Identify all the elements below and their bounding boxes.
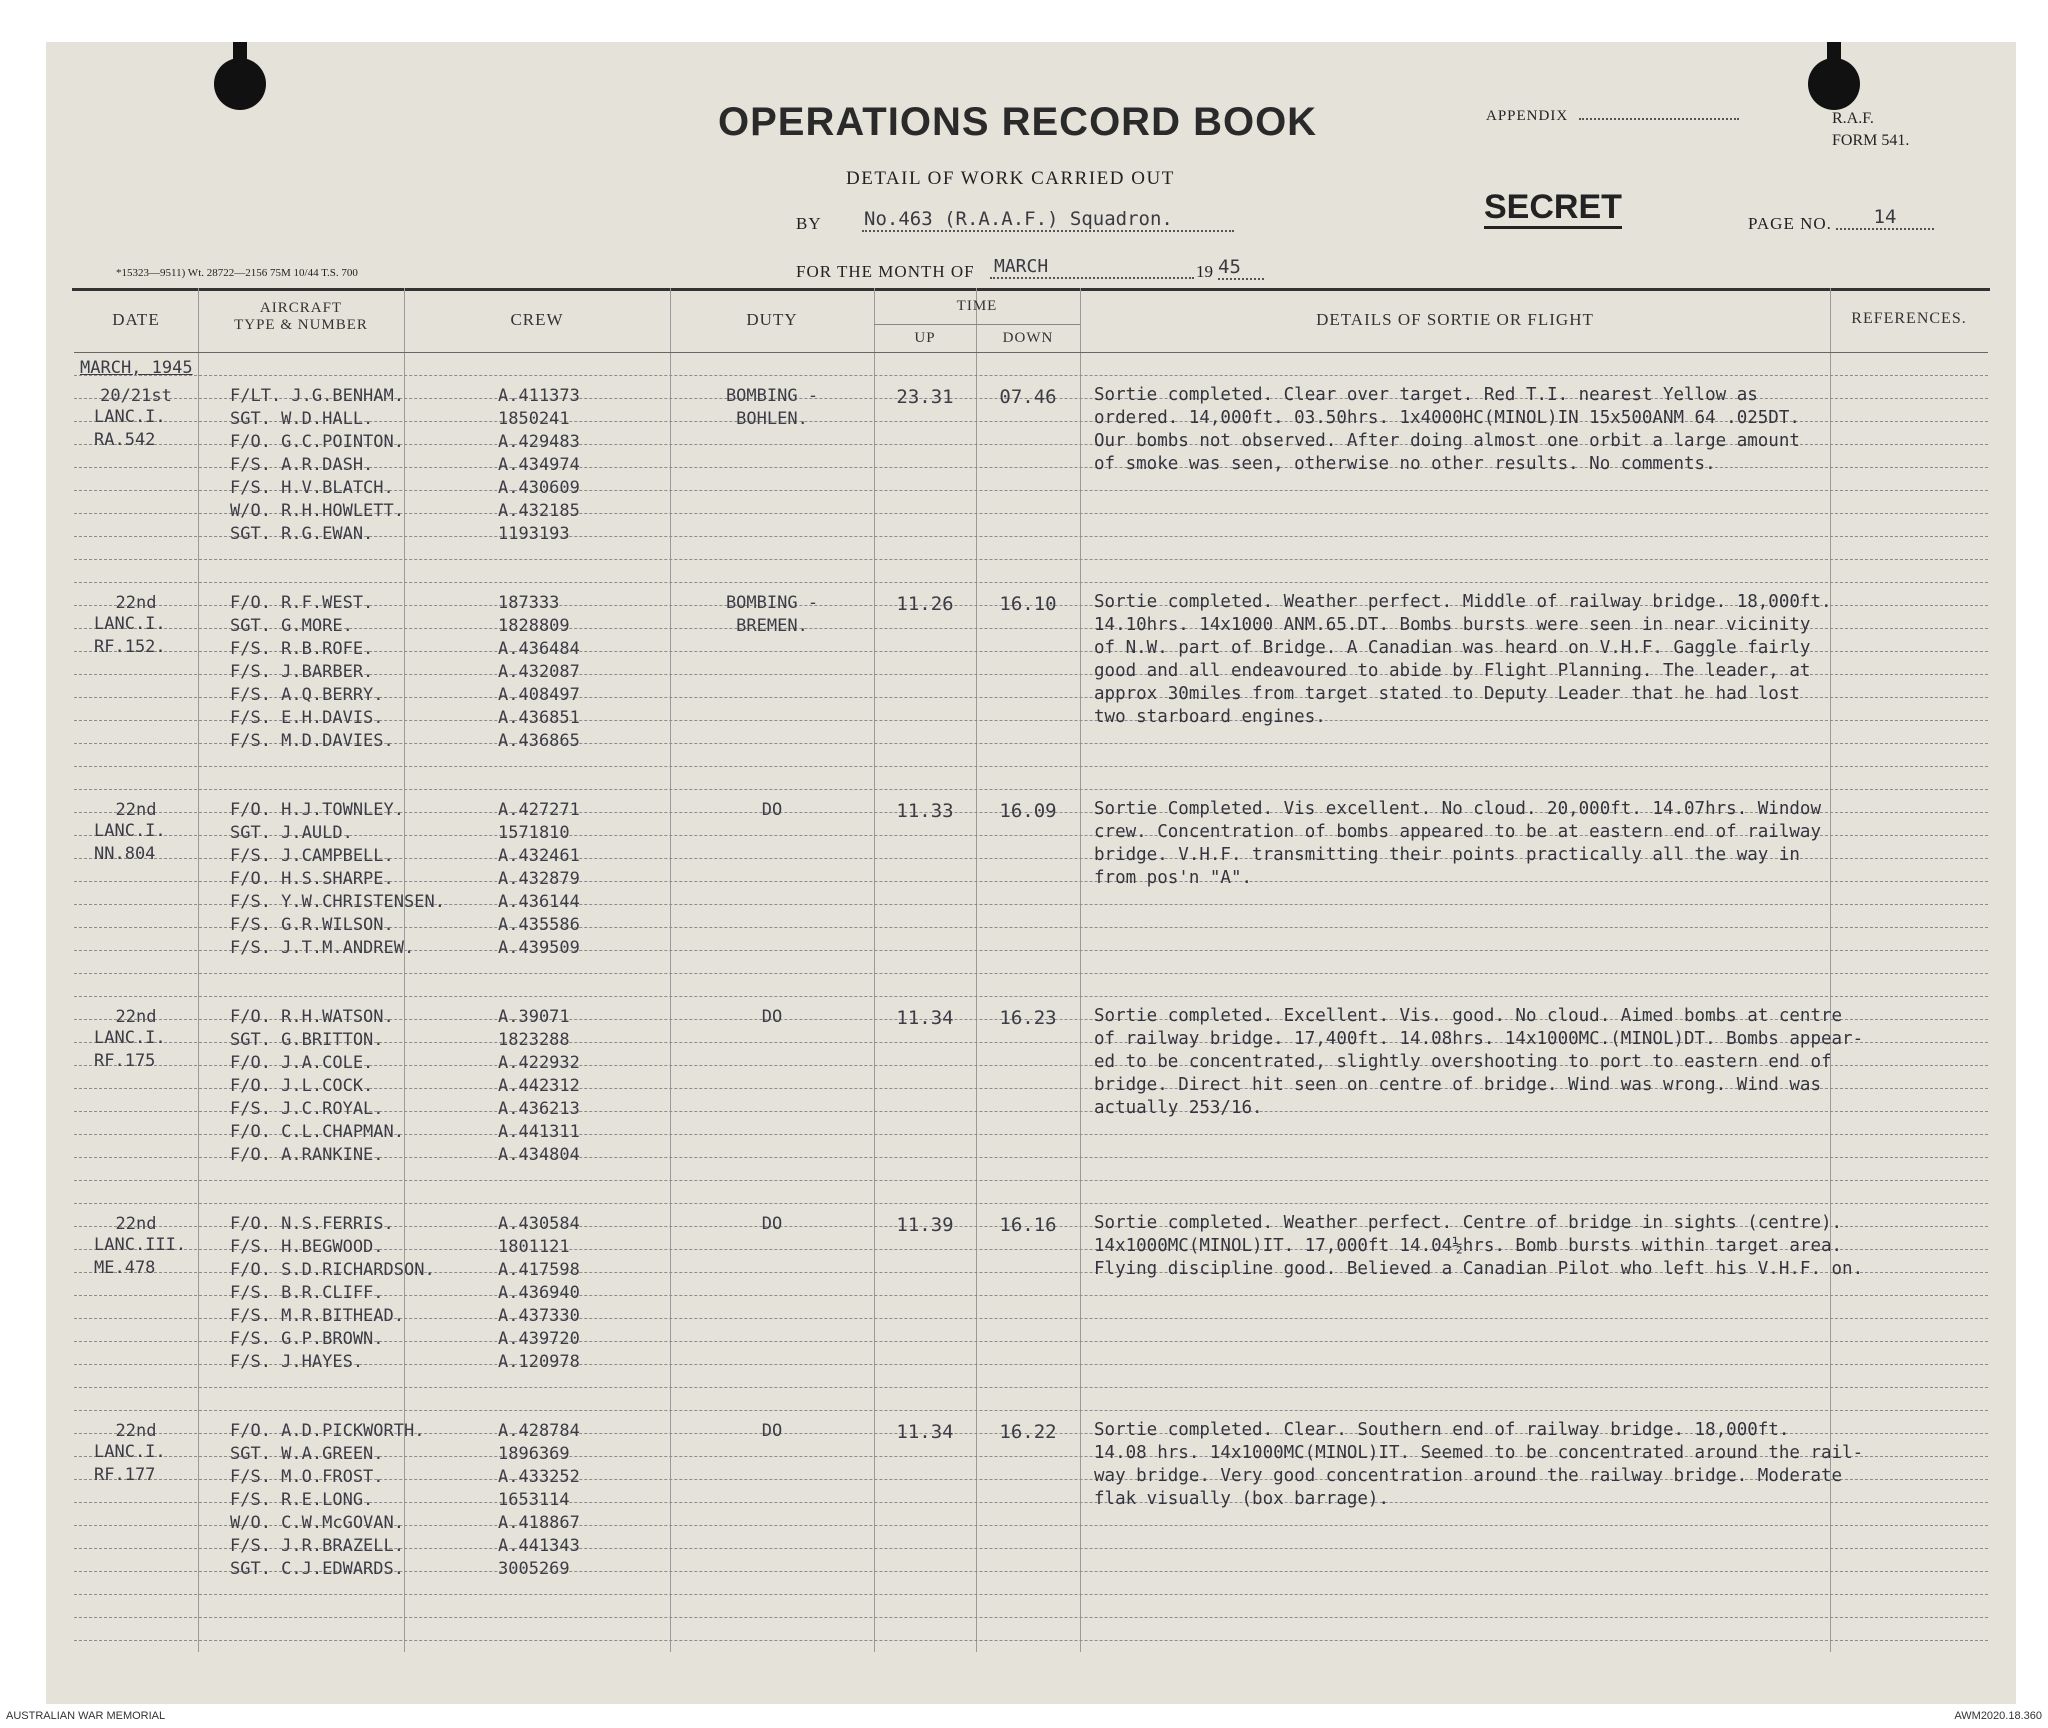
time-up: 11.34	[896, 1421, 954, 1443]
section-date: MARCH, 1945	[80, 358, 193, 378]
crew-name: F/O. S.D.RICHARDSON.	[230, 1260, 435, 1280]
crew-name: SGT. R.G.EWAN.	[230, 524, 374, 544]
sortie-detail-line: Sortie completed. Clear over target. Red T.I. nearest Yellow as	[1094, 385, 1758, 405]
time-up: 11.34	[896, 1007, 954, 1029]
sortie-detail-line: of smoke was seen, otherwise no other results. No comments.	[1094, 454, 1716, 474]
crew-name: F/S. J.HAYES.	[230, 1352, 364, 1372]
duty-text: DO	[761, 1007, 783, 1027]
crew-service-number: A.436213	[498, 1099, 580, 1119]
sortie-detail-line: good and all endeavoured to abide by Flight Planning. The leader, at	[1094, 661, 1811, 681]
crew-name: F/S. H.V.BLATCH.	[230, 478, 394, 498]
crew-service-number: A.433252	[498, 1467, 580, 1487]
sortie-detail-line: bridge. Direct hit seen on centre of bridge. Wind was wrong. Wind was	[1094, 1075, 1821, 1095]
crew-service-number: A.430584	[498, 1214, 580, 1234]
crew-service-number: A.417598	[498, 1260, 580, 1280]
crew-name: F/LT. J.G.BENHAM.	[230, 386, 404, 406]
crew-name: SGT. W.A.GREEN.	[230, 1444, 384, 1464]
crew-service-number: A.432185	[498, 501, 580, 521]
time-up: 23.31	[896, 386, 954, 408]
header-crew: CREW	[510, 310, 564, 329]
crew-service-number: A.436851	[498, 708, 580, 728]
footer-accession-number: AWM2020.18.360	[1954, 1710, 2042, 1722]
header-up: UP	[914, 330, 936, 346]
time-up: 11.33	[896, 800, 954, 822]
crew-name: F/S. A.Q.BERRY.	[230, 685, 384, 705]
squadron-value: No.463 (R.A.A.F.) Squadron.	[862, 208, 1234, 232]
duty-text: BOMBING -	[725, 386, 819, 406]
print-code: *15323—9511) Wt. 28722—2156 75M 10/44 T.S. 700	[116, 267, 358, 279]
crew-service-number: 1896369	[498, 1444, 570, 1464]
crew-name: F/O. N.S.FERRIS.	[230, 1214, 394, 1234]
crew-service-number: A.39071	[498, 1007, 570, 1027]
time-down: 16.09	[999, 800, 1057, 822]
sortie-detail-line: Sortie completed. Clear. Southern end of railway bridge. 18,000ft.	[1094, 1420, 1790, 1440]
crew-name: F/S. J.R.BRAZELL.	[230, 1536, 404, 1556]
crew-name: F/S. R.B.ROFE.	[230, 639, 374, 659]
sortie-detail-line: flak visually (box barrage).	[1094, 1489, 1390, 1509]
duty-text: BREMEN.	[736, 616, 808, 636]
duty-text: DO	[761, 1421, 783, 1441]
header-time: TIME	[956, 298, 998, 314]
crew-name: F/O. R.F.WEST.	[230, 593, 374, 613]
form-line-1: R.A.F.	[1832, 110, 1874, 127]
aircraft-type-number: RF.175	[94, 1051, 156, 1071]
crew-name: W/O. R.H.HOWLETT.	[230, 501, 404, 521]
header-references: REFERENCES.	[1851, 310, 1967, 327]
sortie-detail-line: crew. Concentration of bombs appeared to be at eastern end of railway	[1094, 822, 1821, 842]
entry-date: 22nd	[115, 1007, 157, 1027]
crew-name: F/O. A.D.PICKWORTH.	[230, 1421, 425, 1441]
crew-service-number: A.422932	[498, 1053, 580, 1073]
crew-name: F/S. R.E.LONG.	[230, 1490, 374, 1510]
aircraft-type-number: LANC.I.	[94, 1028, 166, 1048]
crew-name: F/S. J.T.M.ANDREW.	[230, 938, 415, 958]
crew-service-number: A.441343	[498, 1536, 580, 1556]
entry-date: 22nd	[115, 1214, 157, 1234]
aircraft-type-number: RF.152.	[94, 637, 166, 657]
page-title: OPERATIONS RECORD BOOK	[718, 100, 1318, 144]
crew-service-number: 1653114	[498, 1490, 570, 1510]
crew-name: F/O. C.L.CHAPMAN.	[230, 1122, 404, 1142]
sortie-detail-line: actually 253/16.	[1094, 1098, 1263, 1118]
crew-service-number: A.429483	[498, 432, 580, 452]
crew-service-number: 1823288	[498, 1030, 570, 1050]
time-down: 07.46	[999, 386, 1057, 408]
crew-name: F/S. J.CAMPBELL.	[230, 846, 394, 866]
duty-text: DO	[761, 800, 783, 820]
crew-service-number: A.436144	[498, 892, 580, 912]
crew-name: F/O. J.A.COLE.	[230, 1053, 374, 1073]
crew-service-number: 1571810	[498, 823, 570, 843]
sortie-table	[74, 288, 1988, 1652]
time-down: 16.23	[999, 1007, 1057, 1029]
header-duty: DUTY	[746, 310, 798, 329]
sortie-detail-line: approx 30miles from target stated to Deputy Leader that he had lost	[1094, 684, 1800, 704]
header-aircraft: AIRCRAFT TYPE & NUMBER	[234, 300, 368, 333]
crew-service-number: A.428784	[498, 1421, 580, 1441]
aircraft-type-number: LANC.I.	[94, 1442, 166, 1462]
aircraft-type-number: LANC.III.	[94, 1235, 187, 1255]
time-down: 16.16	[999, 1214, 1057, 1236]
crew-service-number: A.436484	[498, 639, 580, 659]
crew-name: F/S. J.C.ROYAL.	[230, 1099, 384, 1119]
crew-service-number: 3005269	[498, 1559, 570, 1579]
crew-name: F/S. Y.W.CHRISTENSEN.	[230, 892, 445, 912]
crew-service-number: A.432461	[498, 846, 580, 866]
crew-service-number: A.432087	[498, 662, 580, 682]
entry-date: 22nd	[115, 593, 157, 613]
crew-name: F/S. M.R.BITHEAD.	[230, 1306, 404, 1326]
sortie-detail-line: Flying discipline good. Believed a Canadian Pilot who left his V.H.F. on.	[1094, 1259, 1864, 1279]
sortie-detail-line: way bridge. Very good concentration around the railway bridge. Moderate	[1094, 1466, 1843, 1486]
crew-service-number: 1193193	[498, 524, 570, 544]
sortie-detail-line: bridge. V.H.F. transmitting their points practically all the way in	[1094, 845, 1800, 865]
crew-service-number: A.427271	[498, 800, 580, 820]
crew-name: SGT. J.AULD.	[230, 823, 353, 843]
crew-service-number: A.120978	[498, 1352, 580, 1372]
appendix-label: APPENDIX	[1486, 108, 1569, 124]
crew-name: F/S. M.D.DAVIES.	[230, 731, 394, 751]
crew-service-number: A.436865	[498, 731, 580, 751]
sortie-detail-line: 14.10hrs. 14x1000 ANM.65.DT. Bombs bursts were seen in near vicinity	[1094, 615, 1811, 635]
crew-name: SGT. W.D.HALL.	[230, 409, 374, 429]
crew-service-number: A.418867	[498, 1513, 580, 1533]
sortie-detail-line: Sortie completed. Weather perfect. Middle of railway bridge. 18,000ft.	[1094, 592, 1832, 612]
crew-service-number: A.441311	[498, 1122, 580, 1142]
sortie-detail-line: 14x1000MC(MINOL)IT. 17,000ft 14.04½hrs. Bomb bursts within target area.	[1094, 1236, 1843, 1256]
entry-date: 20/21st	[100, 386, 172, 406]
time-up: 11.39	[896, 1214, 954, 1236]
page-no-value: 14	[1836, 206, 1934, 230]
crew-service-number: A.411373	[498, 386, 580, 406]
sortie-detail-line: of railway bridge. 17,400ft. 14.08hrs. 14x1000MC.(MINOL)DT. Bombs appear-	[1094, 1029, 1864, 1049]
crew-service-number: A.439509	[498, 938, 580, 958]
sortie-detail-line: ordered. 14,000ft. 03.50hrs. 1x4000HC(MINOL)IN 15x500ANM 64 .025DT.	[1094, 408, 1800, 428]
time-down: 16.10	[999, 593, 1057, 615]
sortie-detail-line: of N.W. part of Bridge. A Canadian was heard on V.H.F. Gaggle fairly	[1094, 638, 1811, 658]
sortie-detail-line: from pos'n "A".	[1094, 868, 1253, 888]
crew-service-number: A.408497	[498, 685, 580, 705]
crew-service-number: A.437330	[498, 1306, 580, 1326]
sortie-detail-line: 14.08 hrs. 14x1000MC(MINOL)IT. Seemed to be concentrated around the rail-	[1094, 1443, 1864, 1463]
crew-name: F/S. J.BARBER.	[230, 662, 374, 682]
aircraft-type-number: LANC.I.	[94, 614, 166, 634]
crew-name: F/O. G.C.POINTON.	[230, 432, 404, 452]
sortie-detail-line: two starboard engines.	[1094, 707, 1326, 727]
year-prefix: 19	[1196, 262, 1213, 281]
header-down: DOWN	[1002, 330, 1054, 346]
crew-service-number: A.439720	[498, 1329, 580, 1349]
sortie-detail-line: ed to be concentrated, slightly overshooting to port to eastern end of	[1094, 1052, 1832, 1072]
duty-text: BOHLEN.	[736, 409, 808, 429]
entry-date: 22nd	[115, 800, 157, 820]
crew-name: F/O. H.J.TOWNLEY.	[230, 800, 404, 820]
crew-service-number: A.436940	[498, 1283, 580, 1303]
crew-name: F/O. J.L.COCK.	[230, 1076, 374, 1096]
crew-service-number: A.432879	[498, 869, 580, 889]
crew-service-number: A.434974	[498, 455, 580, 475]
crew-name: F/S. M.O.FROST.	[230, 1467, 384, 1487]
secret-stamp: SECRET	[1484, 190, 1622, 229]
crew-service-number: 1801121	[498, 1237, 570, 1257]
aircraft-type-number: LANC.I.	[94, 407, 166, 427]
form-line-2: FORM 541.	[1832, 132, 1910, 149]
sortie-detail-line: Sortie completed. Excellent. Vis. good. No cloud. Aimed bombs at centre	[1094, 1006, 1843, 1026]
crew-name: F/O. A.RANKINE.	[230, 1145, 384, 1165]
time-up: 11.26	[896, 593, 954, 615]
header-date: DATE	[112, 310, 160, 329]
crew-service-number: A.430609	[498, 478, 580, 498]
sortie-detail-line: Our bombs not observed. After doing almost one orbit a large amount	[1094, 431, 1800, 451]
crew-name: SGT. C.J.EDWARDS.	[230, 1559, 404, 1579]
duty-text: BOMBING -	[725, 593, 819, 613]
crew-name: W/O. C.W.McGOVAN.	[230, 1513, 404, 1533]
crew-name: F/S. H.BEGWOOD.	[230, 1237, 384, 1257]
crew-name: F/S. E.H.DAVIS.	[230, 708, 384, 728]
page-subtitle: DETAIL OF WORK CARRIED OUT	[846, 168, 1175, 189]
duty-text: DO	[761, 1214, 783, 1234]
month-label: FOR THE MONTH OF	[796, 262, 975, 281]
crew-service-number: A.434804	[498, 1145, 580, 1165]
aircraft-type-number: ME.478	[94, 1258, 156, 1278]
crew-name: F/S. G.P.BROWN.	[230, 1329, 384, 1349]
crew-name: F/O. R.H.WATSON.	[230, 1007, 394, 1027]
time-down: 16.22	[999, 1421, 1057, 1443]
by-label: BY	[796, 214, 822, 233]
aircraft-type-number: NN.804	[94, 844, 156, 864]
crew-name: F/S. A.R.DASH.	[230, 455, 374, 475]
crew-name: SGT. G.MORE.	[230, 616, 353, 636]
aircraft-type-number: LANC.I.	[94, 821, 166, 841]
crew-service-number: 1850241	[498, 409, 570, 429]
crew-service-number: A.435586	[498, 915, 580, 935]
sortie-detail-line: Sortie completed. Weather perfect. Centre of bridge in sights (centre).	[1094, 1213, 1843, 1233]
aircraft-type-number: RF.177	[94, 1465, 156, 1485]
binder-slot-right	[1827, 42, 1841, 86]
crew-service-number: 187333	[498, 593, 560, 613]
crew-name: F/S. G.R.WILSON.	[230, 915, 394, 935]
binder-slot-left	[233, 42, 247, 86]
entry-date: 22nd	[115, 1421, 157, 1441]
footer-archive-label: AUSTRALIAN WAR MEMORIAL	[6, 1710, 166, 1722]
month-value: MARCH	[990, 256, 1194, 279]
crew-name: F/O. H.S.SHARPE.	[230, 869, 394, 889]
aircraft-type-number: RA.542	[94, 430, 156, 450]
crew-service-number: 1828809	[498, 616, 570, 636]
page-no-label: PAGE NO.	[1748, 214, 1832, 233]
crew-name: F/S. B.R.CLIFF.	[230, 1283, 384, 1303]
year-value: 45	[1218, 256, 1264, 280]
header-details: DETAILS OF SORTIE OR FLIGHT	[1316, 310, 1594, 329]
crew-name: SGT. G.BRITTON.	[230, 1030, 384, 1050]
sortie-detail-line: Sortie Completed. Vis excellent. No cloud. 20,000ft. 14.07hrs. Window	[1094, 799, 1821, 819]
crew-service-number: A.442312	[498, 1076, 580, 1096]
